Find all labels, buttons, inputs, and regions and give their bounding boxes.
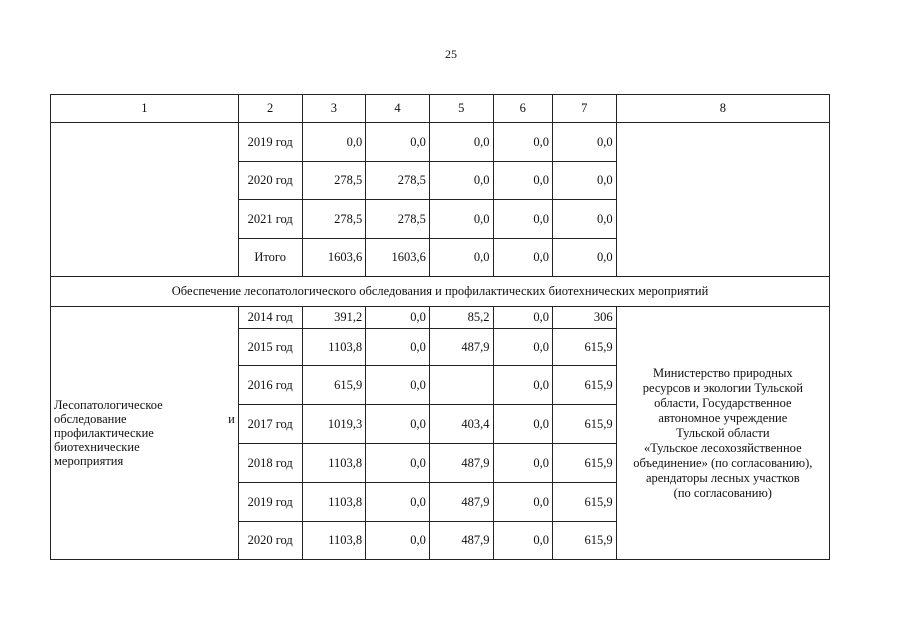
value-cell: 0,0	[493, 329, 552, 366]
value-cell: 1103,8	[302, 329, 366, 366]
value-cell	[429, 366, 493, 405]
activity-text: биотехнические	[54, 440, 140, 454]
value-cell: 1103,8	[302, 483, 366, 522]
column-header: 8	[616, 95, 829, 123]
value-cell: 278,5	[302, 200, 366, 239]
year-cell: 2017 год	[238, 405, 302, 444]
value-cell: 0,0	[366, 123, 430, 162]
column-header: 2	[238, 95, 302, 123]
responsible-text: ресурсов и экологии Тульской	[642, 380, 803, 395]
value-cell: 0,0	[366, 444, 430, 483]
value-cell: 0,0	[493, 366, 552, 405]
value-cell: 0,0	[302, 123, 366, 162]
value-cell: 0,0	[366, 483, 430, 522]
column-header: 3	[302, 95, 366, 123]
table-row	[51, 123, 830, 162]
year-cell: 2016 год	[238, 366, 302, 405]
value-cell: 1603,6	[302, 239, 366, 277]
value-cell: 0,0	[552, 162, 616, 200]
funding-table	[50, 94, 830, 560]
value-cell: 0,0	[552, 200, 616, 239]
value-cell: 487,9	[429, 444, 493, 483]
value-cell: 0,0	[493, 123, 552, 162]
total-label: Итого	[238, 239, 302, 277]
value-cell: 0,0	[493, 444, 552, 483]
section-row	[51, 277, 830, 307]
responsible-text: области, Государственное	[654, 395, 792, 410]
activity-text: Лесопатологическое	[54, 398, 163, 412]
column-header: 7	[552, 95, 616, 123]
value-cell: 615,9	[552, 405, 616, 444]
responsible-text: автономное учреждение	[658, 410, 788, 425]
value-cell: 0,0	[493, 162, 552, 200]
value-cell: 0,0	[493, 405, 552, 444]
value-cell: 0,0	[429, 239, 493, 277]
value-cell: 306	[552, 307, 616, 329]
value-cell: 85,2	[429, 307, 493, 329]
value-cell: 615,9	[552, 522, 616, 560]
page-number: 25	[445, 47, 457, 61]
year-cell: 2015 год	[238, 329, 302, 366]
value-cell: 0,0	[366, 522, 430, 560]
value-cell: 278,5	[366, 200, 430, 239]
value-cell: 0,0	[493, 483, 552, 522]
value-cell: 615,9	[552, 444, 616, 483]
value-cell: 391,2	[302, 307, 366, 329]
value-cell: 278,5	[302, 162, 366, 200]
value-cell: 487,9	[429, 483, 493, 522]
year-cell: 2019 год	[238, 483, 302, 522]
responsible-text: объединение» (по согласованию),	[633, 455, 813, 470]
responsible-text: «Тульское лесохозяйственное	[643, 440, 802, 455]
year-cell: 2019 год	[238, 123, 302, 162]
value-cell: 615,9	[552, 329, 616, 366]
section-title: Обеспечение лесопатологического обследования и профилактических биотехнических мероприятий	[51, 277, 830, 307]
value-cell: 0,0	[552, 239, 616, 277]
value-cell: 487,9	[429, 522, 493, 560]
value-cell: 0,0	[429, 162, 493, 200]
value-cell: 0,0	[429, 123, 493, 162]
value-cell: 1603,6	[366, 239, 430, 277]
responsible-cell	[616, 307, 829, 560]
year-cell: 2014 год	[238, 307, 302, 329]
year-cell: 2021 год	[238, 200, 302, 239]
value-cell: 0,0	[552, 123, 616, 162]
activity-text: и	[228, 412, 235, 426]
column-number-row	[51, 95, 830, 123]
value-cell: 1103,8	[302, 444, 366, 483]
column-header: 5	[429, 95, 493, 123]
table-row	[51, 307, 830, 329]
value-cell: 0,0	[493, 522, 552, 560]
value-cell: 615,9	[302, 366, 366, 405]
value-cell: 0,0	[493, 239, 552, 277]
value-cell: 1019,3	[302, 405, 366, 444]
value-cell: 278,5	[366, 162, 430, 200]
value-cell: 0,0	[366, 307, 430, 329]
activity-text: мероприятия	[54, 454, 124, 468]
responsible-text: (по согласованию)	[673, 485, 772, 500]
activity-cell	[51, 307, 239, 560]
column-header: 6	[493, 95, 552, 123]
year-cell: 2020 год	[238, 522, 302, 560]
activity-text: обследование	[54, 412, 127, 426]
responsible-cell-empty	[616, 123, 829, 277]
value-cell: 403,4	[429, 405, 493, 444]
value-cell: 615,9	[552, 366, 616, 405]
activity-text: профилактические	[54, 426, 154, 440]
responsible-text: Министерство природных	[652, 365, 793, 380]
value-cell: 0,0	[493, 307, 552, 329]
value-cell: 0,0	[493, 200, 552, 239]
value-cell: 1103,8	[302, 522, 366, 560]
value-cell: 487,9	[429, 329, 493, 366]
value-cell: 0,0	[366, 405, 430, 444]
year-cell: 2020 год	[238, 162, 302, 200]
activity-cell-empty	[51, 123, 239, 277]
value-cell: 0,0	[429, 200, 493, 239]
column-header: 1	[51, 95, 239, 123]
value-cell: 0,0	[366, 329, 430, 366]
column-header: 4	[366, 95, 430, 123]
year-cell: 2018 год	[238, 444, 302, 483]
value-cell: 615,9	[552, 483, 616, 522]
responsible-text: арендаторы лесных участков	[645, 470, 800, 485]
value-cell: 0,0	[366, 366, 430, 405]
responsible-text: Тульской области	[676, 425, 770, 440]
